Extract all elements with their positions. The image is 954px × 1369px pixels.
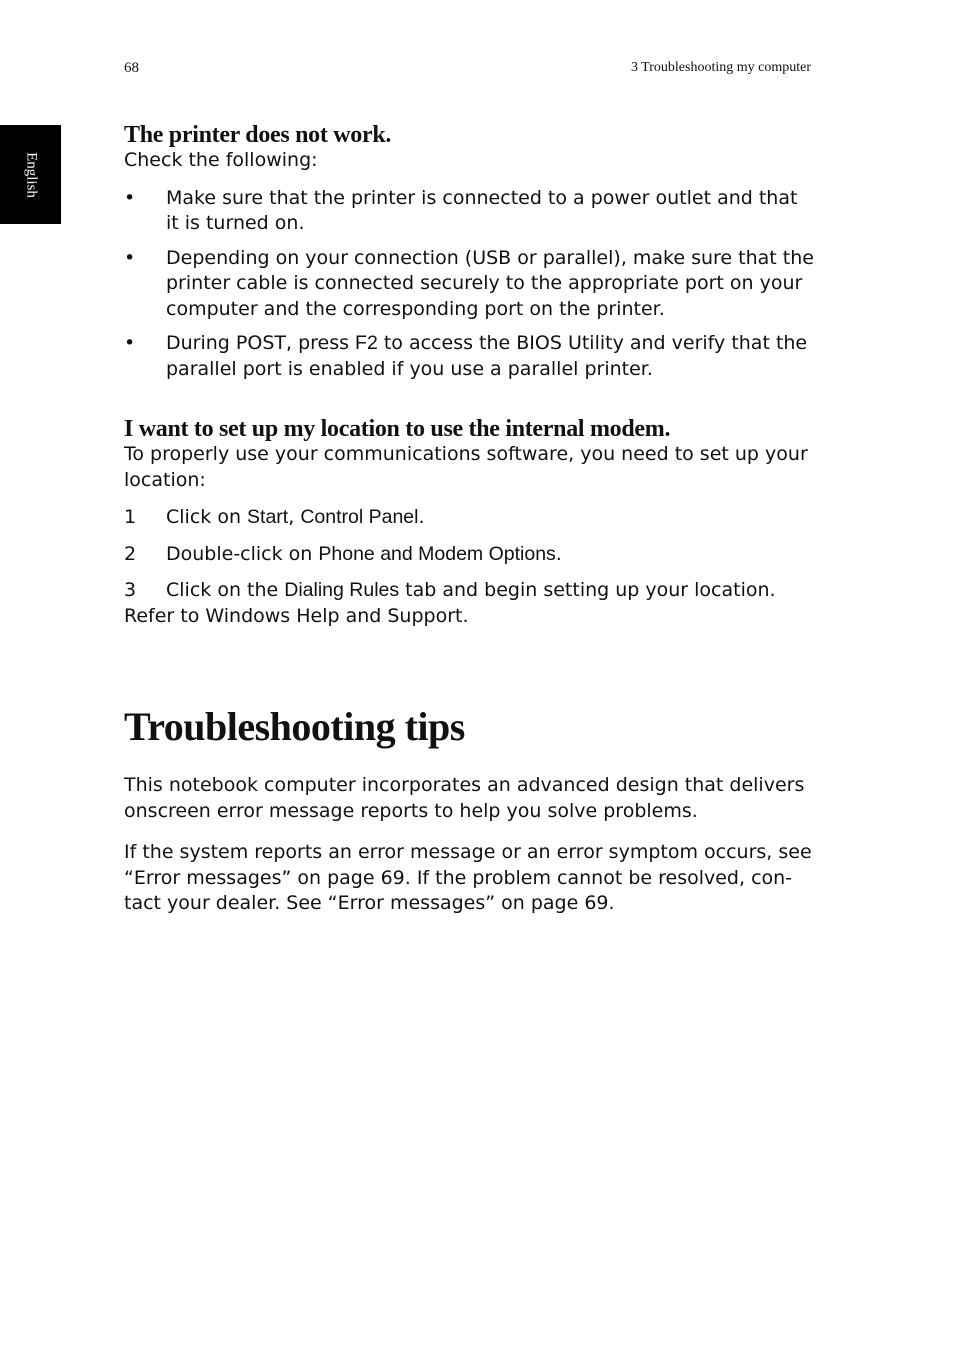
modem-section-title: I want to set up my location to use the internal modem. bbox=[124, 416, 671, 442]
list-item: 2 Double-click on Phone and Modem Options. bbox=[124, 542, 814, 568]
bullet-marker: • bbox=[124, 186, 136, 209]
page-content bbox=[124, 120, 814, 917]
ui-label: Dialing Rules bbox=[284, 579, 400, 601]
step-number: 3 bbox=[124, 579, 137, 601]
modem-footer-note: Refer to Windows Help and Support. bbox=[124, 604, 469, 627]
list-item: 1 Click on Start, Control Panel. bbox=[124, 505, 814, 531]
list-item: • During POST, press F2 to access the BIOS Utility and verify that the parallel port is enabled if you use a parallel printer. bbox=[124, 332, 808, 380]
step-number: 2 bbox=[124, 542, 137, 565]
language-side-tab bbox=[0, 125, 61, 224]
side-tab-label: English bbox=[23, 151, 39, 198]
key-label: F2 bbox=[355, 332, 378, 354]
page-number: 68 bbox=[124, 60, 139, 76]
modem-steps bbox=[124, 505, 814, 604]
bullet-marker: • bbox=[124, 332, 136, 354]
printer-section-title: The printer does not work. bbox=[124, 122, 392, 148]
list-item: 3 Click on the Dialing Rules tab and begin setting up your location. bbox=[124, 578, 814, 604]
running-head: 3 Troubleshooting my computer bbox=[630, 60, 811, 75]
ui-label: Phone and Modem Options bbox=[318, 542, 556, 565]
printer-checklist bbox=[124, 186, 814, 383]
printer-intro: Check the following: bbox=[124, 149, 318, 171]
ui-label: Control Panel bbox=[300, 506, 419, 528]
list-item: • Make sure that the printer is connected to a power outlet and that it is turned on. bbox=[124, 186, 798, 234]
tips-section-title: Troubleshooting tips bbox=[124, 704, 465, 749]
modem-intro: To properly use your communications software, you need to set up your location: bbox=[124, 443, 808, 491]
ui-label: Start bbox=[247, 506, 289, 528]
list-item: • Depending on your connection (USB or parallel), make sure that the printer cable is connected securely to the appropriate port on your computer and the corresponding port on the printer. bbox=[124, 246, 814, 320]
step-number: 1 bbox=[124, 506, 137, 528]
tips-paragraph: This notebook computer incorporates an advanced design that delivers onscreen error message reports to help you solve problems. bbox=[124, 774, 805, 822]
bullet-marker: • bbox=[124, 246, 136, 269]
tips-paragraph: If the system reports an error message or an error symptom occurs, see “Error messages” on page 69. If the problem cannot be resolved, con-tact your dealer. See “Error messages” on page 69. bbox=[124, 841, 812, 914]
